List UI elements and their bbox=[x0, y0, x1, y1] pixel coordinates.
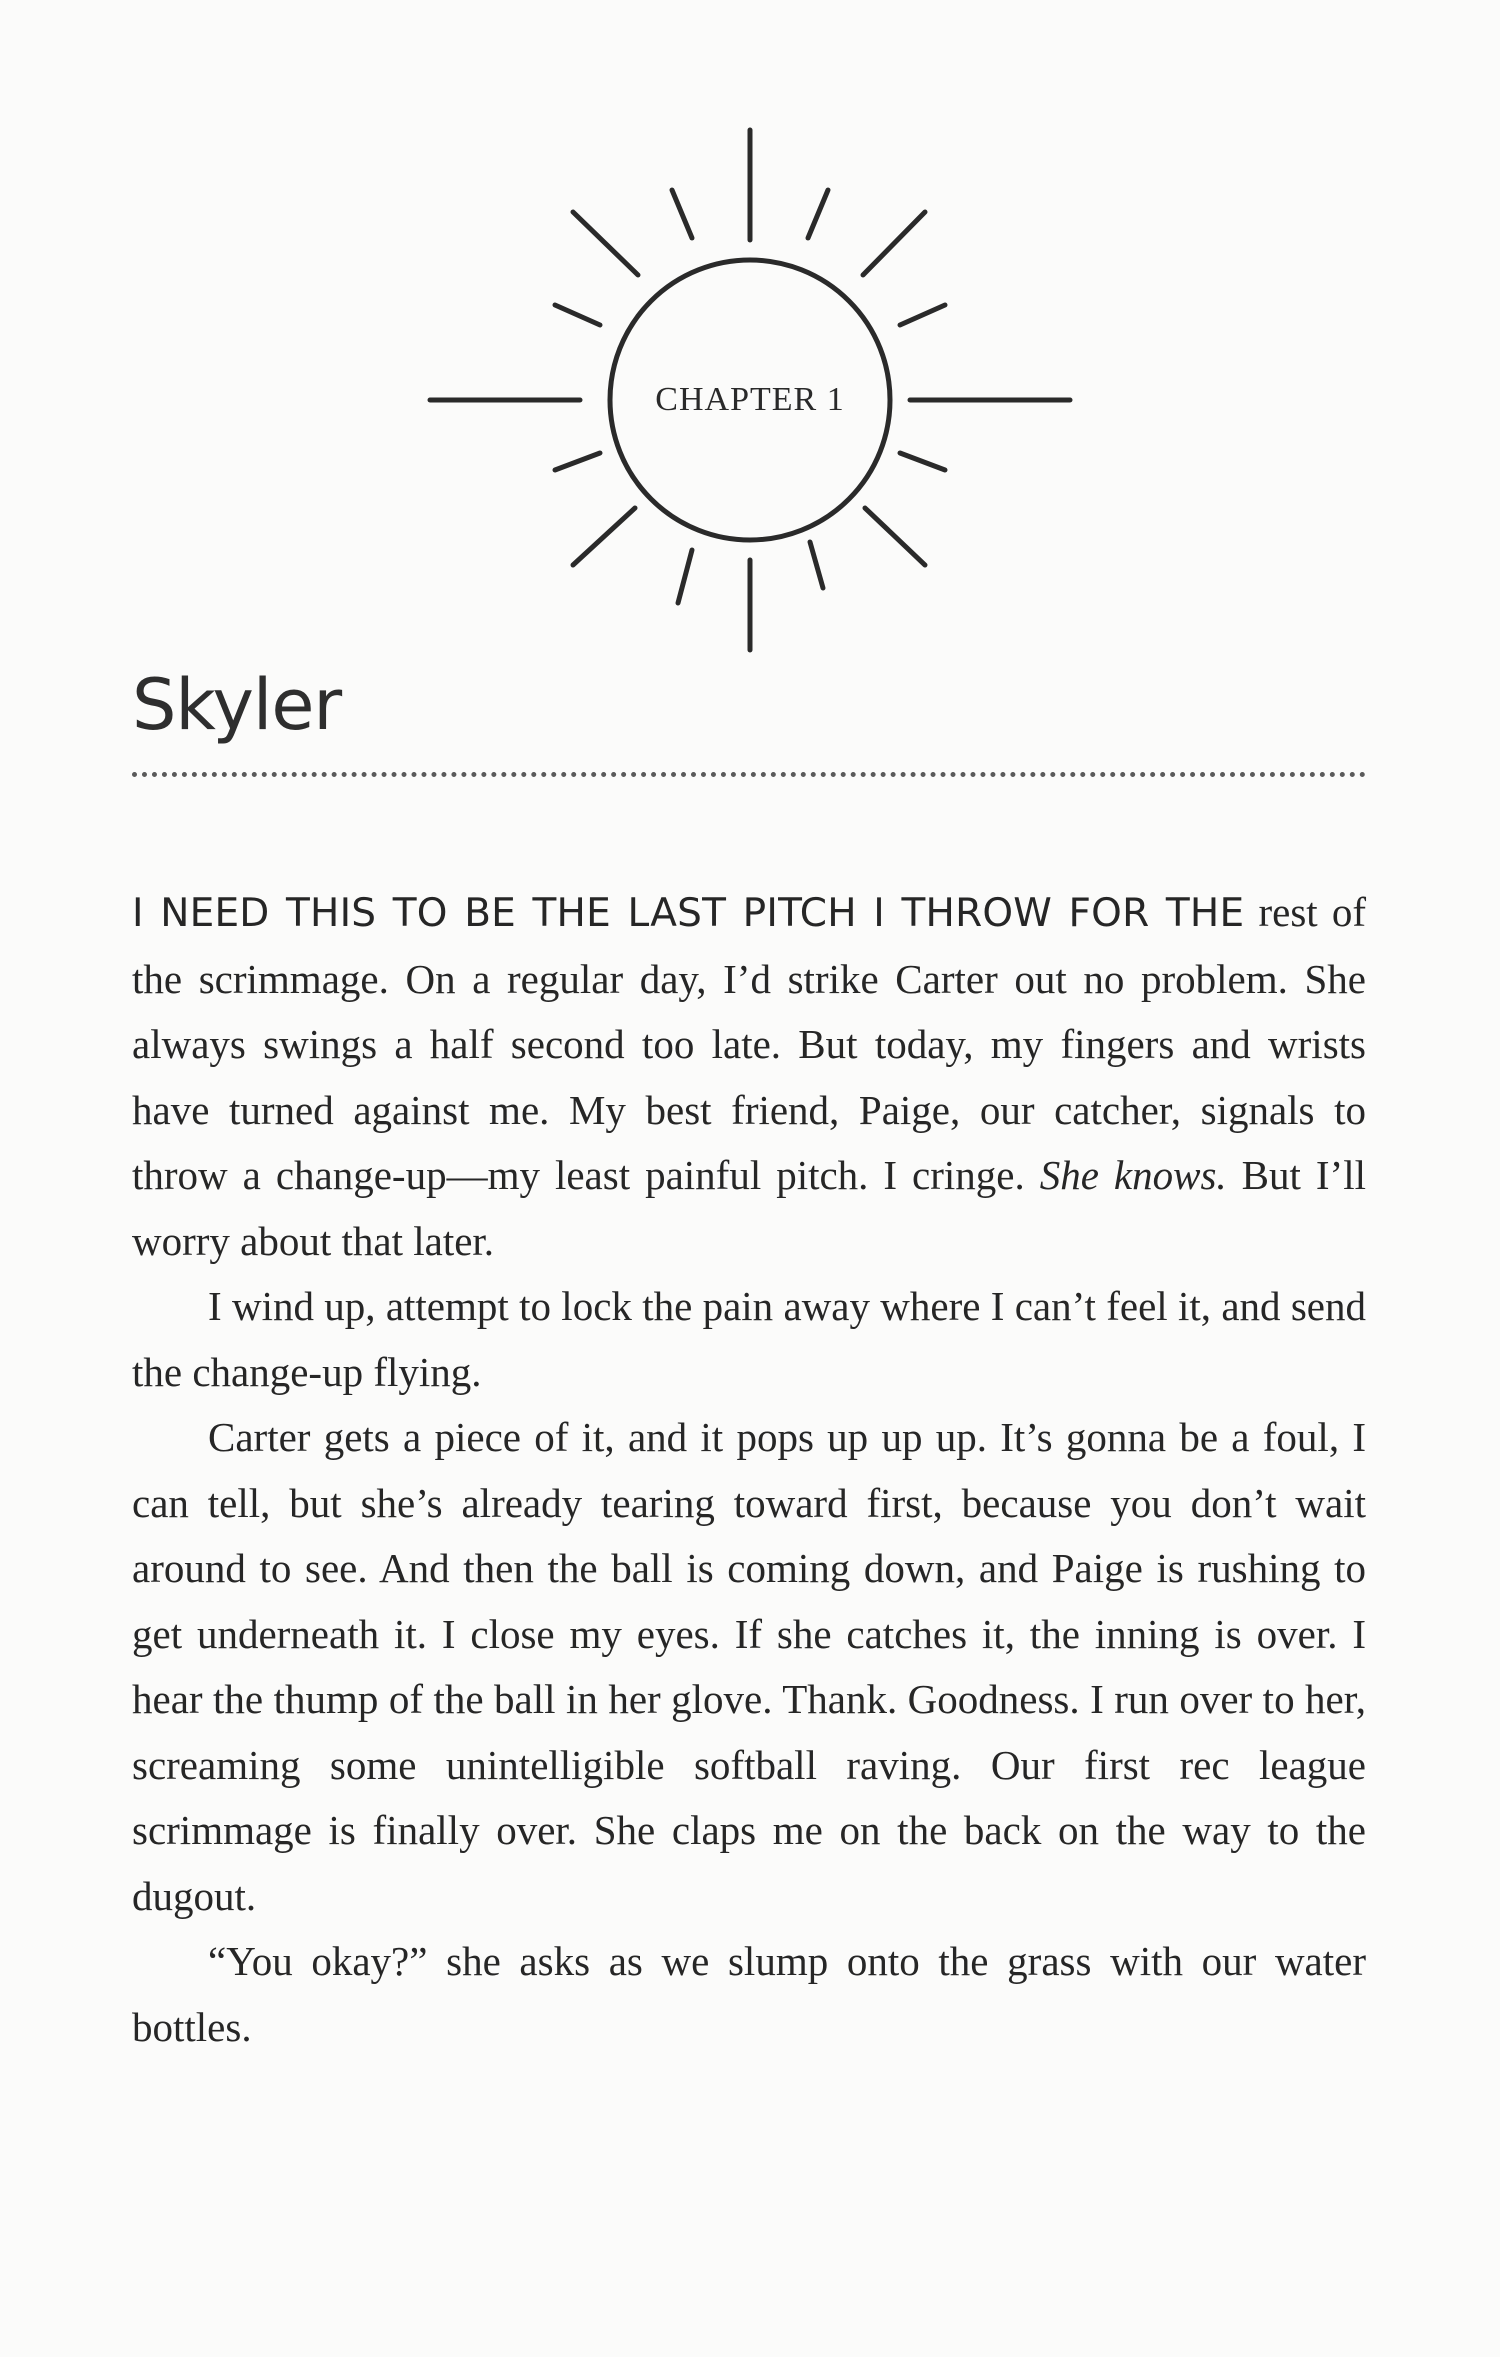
paragraph-3: Carter gets a piece of it, and it pops up up up. It’s gonna be a foul, I can tell, but she’s already tearing toward first, because you don’t wait around to see. And then the ball is coming down, and Paige is rushing to get underneath it. I close my eyes. If she catches it, the inning is over. I hear the thump of the ball in her glove. Thank. Goodness. I run over to her, screaming some unintelligible softball raving. Our first rec league scrimmage is finally over. She claps me on the back on the way to the dugout. bbox=[132, 1414, 1366, 1919]
chapter-label: CHAPTER 1 bbox=[655, 381, 845, 418]
sun-ray-wnw bbox=[555, 305, 600, 325]
sun-ray-nne bbox=[808, 190, 828, 238]
sun-ray-ene bbox=[900, 305, 945, 325]
paragraph-1-text-b: But I’ll worry about that later. bbox=[132, 1152, 1366, 1264]
paragraph-1-italic: She knows. bbox=[1039, 1152, 1227, 1198]
sun-ray-sse bbox=[810, 542, 823, 588]
sun-ray-ne bbox=[863, 212, 925, 275]
sun-ray-sw bbox=[573, 508, 635, 565]
chapter-body bbox=[132, 880, 1366, 2060]
sun-ray-ese bbox=[900, 453, 945, 470]
paragraph-1 bbox=[132, 880, 1366, 1274]
sun-ray-nnw bbox=[672, 190, 692, 238]
paragraph-1-text-a: rest of the scrimmage. On a regular day, I’d strike Carter out no problem. She always swings a half second too late. But today, my fingers and wrists have turned against me. My best friend, Paige, our catcher, signals to throw a change-up—my least painful pitch. I cringe. bbox=[132, 889, 1367, 1198]
sun-ray-wsw bbox=[555, 453, 600, 470]
paragraph-2: I wind up, attempt to lock the pain away where I can’t feel it, and send the change-up flying. bbox=[132, 1283, 1366, 1395]
lead-in-caps: I NEED THIS TO BE THE LAST PITCH I THROW FOR THE bbox=[132, 891, 1245, 936]
sun-ray-nw bbox=[573, 212, 638, 275]
sun-ray-se bbox=[865, 508, 925, 565]
sun-ray-ssw bbox=[678, 550, 692, 603]
paragraph-4: “You okay?” she asks as we slump onto the grass with our water bottles. bbox=[132, 1938, 1366, 2050]
dotted-divider bbox=[132, 772, 1366, 777]
narrator-heading: Skyler bbox=[132, 664, 342, 746]
